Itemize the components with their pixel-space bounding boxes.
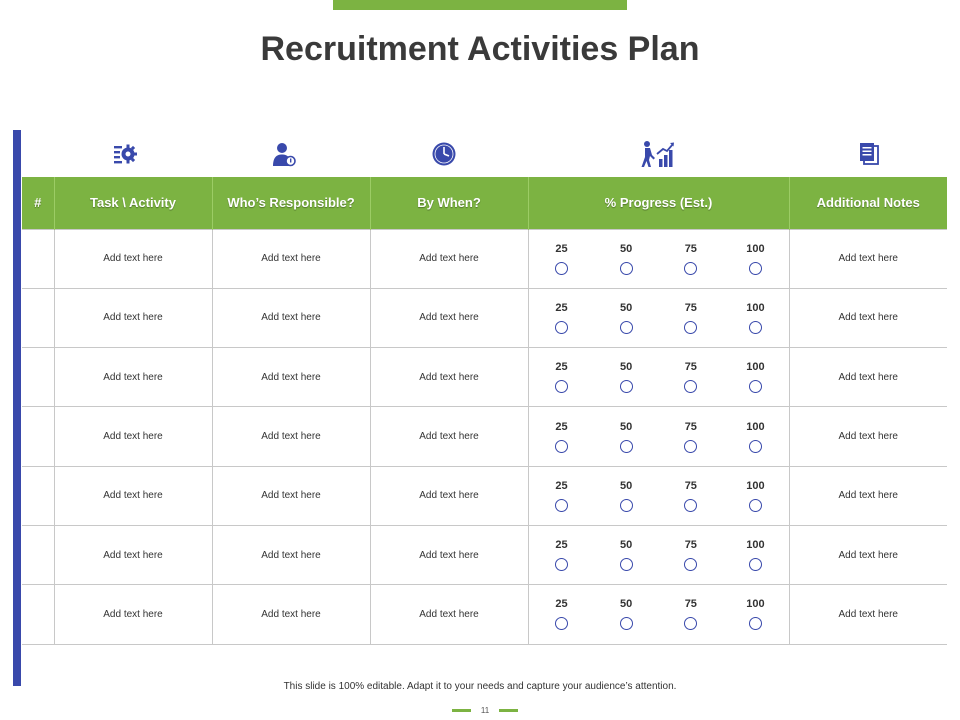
progress-radio-button[interactable]: [620, 558, 633, 571]
progress-option: [676, 361, 706, 393]
responsible-cell: Add text here: [212, 525, 370, 584]
progress-option: [740, 480, 770, 512]
progress-option: [740, 302, 770, 334]
progress-level-label: 25: [555, 242, 568, 255]
progress-level-label: 50: [620, 301, 633, 314]
progress-level-label: 50: [620, 479, 633, 492]
progress-radio-button[interactable]: [749, 499, 762, 512]
progress-radio-button[interactable]: [620, 262, 633, 275]
progress-options: [529, 539, 789, 571]
progress-level-label: 50: [620, 242, 633, 255]
responsible-cell: Add text here: [212, 348, 370, 407]
progress-cell: [528, 348, 789, 407]
notes-cell: Add text here: [789, 525, 947, 584]
row-number-cell: [22, 525, 54, 584]
progress-level-label: 75: [684, 301, 697, 314]
progress-radio-button[interactable]: [555, 558, 568, 571]
task-cell: Add text here: [54, 525, 212, 584]
progress-radio-button[interactable]: [620, 440, 633, 453]
progress-radio-button[interactable]: [684, 499, 697, 512]
row-number-cell: [22, 585, 54, 644]
header-responsible: Who’s Responsible?: [212, 177, 370, 229]
progress-options: [529, 243, 789, 275]
when-cell: Add text here: [370, 407, 528, 466]
progress-radio-button[interactable]: [555, 262, 568, 275]
progress-radio-button[interactable]: [684, 321, 697, 334]
progress-radio-button[interactable]: [555, 380, 568, 393]
progress-options: [529, 598, 789, 630]
progress-level-label: 75: [684, 420, 697, 433]
responsible-cell: Add text here: [212, 407, 370, 466]
page-number-line-left: [452, 709, 471, 712]
header-notes: Additional Notes: [789, 177, 947, 229]
when-cell: Add text here: [370, 229, 528, 288]
progress-options: [529, 421, 789, 453]
row-number-cell: [22, 407, 54, 466]
progress-cell: [528, 288, 789, 347]
progress-option: [740, 361, 770, 393]
progress-level-label: 100: [746, 479, 765, 492]
progress-level-label: 100: [746, 598, 765, 611]
progress-option: [676, 539, 706, 571]
progress-options: [529, 302, 789, 334]
progress-radio-button[interactable]: [620, 321, 633, 334]
progress-option: [676, 302, 706, 334]
progress-level-label: 25: [555, 539, 568, 552]
gear-list-icon: [111, 139, 139, 169]
progress-option: [547, 361, 577, 393]
progress-cell: [528, 407, 789, 466]
row-number-cell: [22, 348, 54, 407]
table-row: [22, 525, 947, 584]
task-cell: Add text here: [54, 288, 212, 347]
progress-option: [547, 421, 577, 453]
page-number-line-right: [499, 709, 518, 712]
task-cell: Add text here: [54, 348, 212, 407]
progress-radio-button[interactable]: [684, 617, 697, 630]
progress-radio-button[interactable]: [620, 499, 633, 512]
progress-option: [611, 539, 641, 571]
progress-radio-button[interactable]: [749, 321, 762, 334]
when-cell: Add text here: [370, 288, 528, 347]
progress-option: [611, 421, 641, 453]
progress-option: [611, 302, 641, 334]
progress-radio-button[interactable]: [684, 440, 697, 453]
progress-option: [547, 598, 577, 630]
responsible-cell: Add text here: [212, 288, 370, 347]
progress-level-label: 25: [555, 420, 568, 433]
progress-cell: [528, 585, 789, 644]
progress-radio-button[interactable]: [749, 558, 762, 571]
header-number: #: [22, 177, 54, 229]
progress-cell: [528, 229, 789, 288]
header-when: By When?: [370, 177, 528, 229]
page-title: Recruitment Activities Plan: [260, 30, 700, 68]
header-task: Task \ Activity: [54, 177, 212, 229]
progress-radio-button[interactable]: [684, 380, 697, 393]
progress-level-label: 75: [684, 242, 697, 255]
progress-option: [611, 361, 641, 393]
table-row: [22, 407, 947, 466]
activities-table: [22, 177, 947, 645]
progress-radio-button[interactable]: [684, 558, 697, 571]
progress-radio-button[interactable]: [749, 617, 762, 630]
responsible-cell: Add text here: [212, 229, 370, 288]
progress-option: [676, 421, 706, 453]
progress-level-label: 25: [555, 479, 568, 492]
progress-radio-button[interactable]: [620, 380, 633, 393]
progress-radio-button[interactable]: [749, 262, 762, 275]
row-number-cell: [22, 229, 54, 288]
progress-option: [611, 598, 641, 630]
progress-cell: [528, 525, 789, 584]
progress-level-label: 100: [746, 242, 765, 255]
row-number-cell: [22, 288, 54, 347]
growth-icon: [640, 139, 676, 169]
responsible-cell: Add text here: [212, 585, 370, 644]
progress-level-label: 100: [746, 301, 765, 314]
column-icons-row: [22, 137, 947, 173]
task-cell: Add text here: [54, 585, 212, 644]
header-progress: % Progress (Est.): [528, 177, 789, 229]
progress-option: [547, 480, 577, 512]
table-header-row: [22, 177, 947, 229]
progress-option: [676, 243, 706, 275]
table-row: [22, 229, 947, 288]
progress-option: [740, 539, 770, 571]
when-cell: Add text here: [370, 466, 528, 525]
progress-level-label: 50: [620, 361, 633, 374]
notes-cell: Add text here: [789, 407, 947, 466]
progress-level-label: 25: [555, 361, 568, 374]
progress-option: [676, 480, 706, 512]
progress-option: [547, 243, 577, 275]
progress-level-label: 75: [684, 361, 697, 374]
table-row: [22, 348, 947, 407]
page-number-text: 11: [480, 705, 490, 715]
progress-level-label: 100: [746, 361, 765, 374]
when-cell: Add text here: [370, 585, 528, 644]
progress-option: [547, 539, 577, 571]
progress-radio-button[interactable]: [555, 440, 568, 453]
notes-cell: Add text here: [789, 348, 947, 407]
progress-radio-button[interactable]: [555, 499, 568, 512]
progress-option: [611, 480, 641, 512]
footer-note: This slide is 100% editable. Adapt it to your needs and capture your audience’s attention.: [283, 681, 677, 692]
notes-cell: Add text here: [789, 229, 947, 288]
progress-level-label: 75: [684, 539, 697, 552]
progress-options: [529, 361, 789, 393]
table-row: [22, 585, 947, 644]
person-icon: [270, 139, 298, 169]
progress-level-label: 75: [684, 598, 697, 611]
progress-options: [529, 480, 789, 512]
responsible-cell: Add text here: [212, 466, 370, 525]
top-accent-bar: [333, 0, 627, 10]
progress-level-label: 50: [620, 420, 633, 433]
progress-option: [740, 243, 770, 275]
row-number-cell: [22, 466, 54, 525]
when-cell: Add text here: [370, 348, 528, 407]
progress-radio-button[interactable]: [555, 617, 568, 630]
progress-option: [547, 302, 577, 334]
progress-level-label: 50: [620, 598, 633, 611]
progress-option: [740, 421, 770, 453]
progress-level-label: 100: [746, 420, 765, 433]
side-accent-bar: [13, 130, 21, 686]
progress-option: [676, 598, 706, 630]
progress-radio-button[interactable]: [749, 440, 762, 453]
progress-level-label: 100: [746, 539, 765, 552]
progress-level-label: 25: [555, 301, 568, 314]
notes-cell: Add text here: [789, 288, 947, 347]
progress-radio-button[interactable]: [684, 262, 697, 275]
documents-icon: [855, 139, 883, 169]
task-cell: Add text here: [54, 229, 212, 288]
table-row: [22, 288, 947, 347]
task-cell: Add text here: [54, 466, 212, 525]
progress-radio-button[interactable]: [555, 321, 568, 334]
progress-level-label: 25: [555, 598, 568, 611]
notes-cell: Add text here: [789, 585, 947, 644]
progress-level-label: 50: [620, 539, 633, 552]
notes-cell: Add text here: [789, 466, 947, 525]
table-row: [22, 466, 947, 525]
progress-radio-button[interactable]: [749, 380, 762, 393]
progress-option: [611, 243, 641, 275]
progress-cell: [528, 466, 789, 525]
page-number: [452, 704, 518, 716]
when-cell: Add text here: [370, 525, 528, 584]
task-cell: Add text here: [54, 407, 212, 466]
clock-icon: [430, 139, 458, 169]
progress-level-label: 75: [684, 479, 697, 492]
progress-radio-button[interactable]: [620, 617, 633, 630]
progress-option: [740, 598, 770, 630]
